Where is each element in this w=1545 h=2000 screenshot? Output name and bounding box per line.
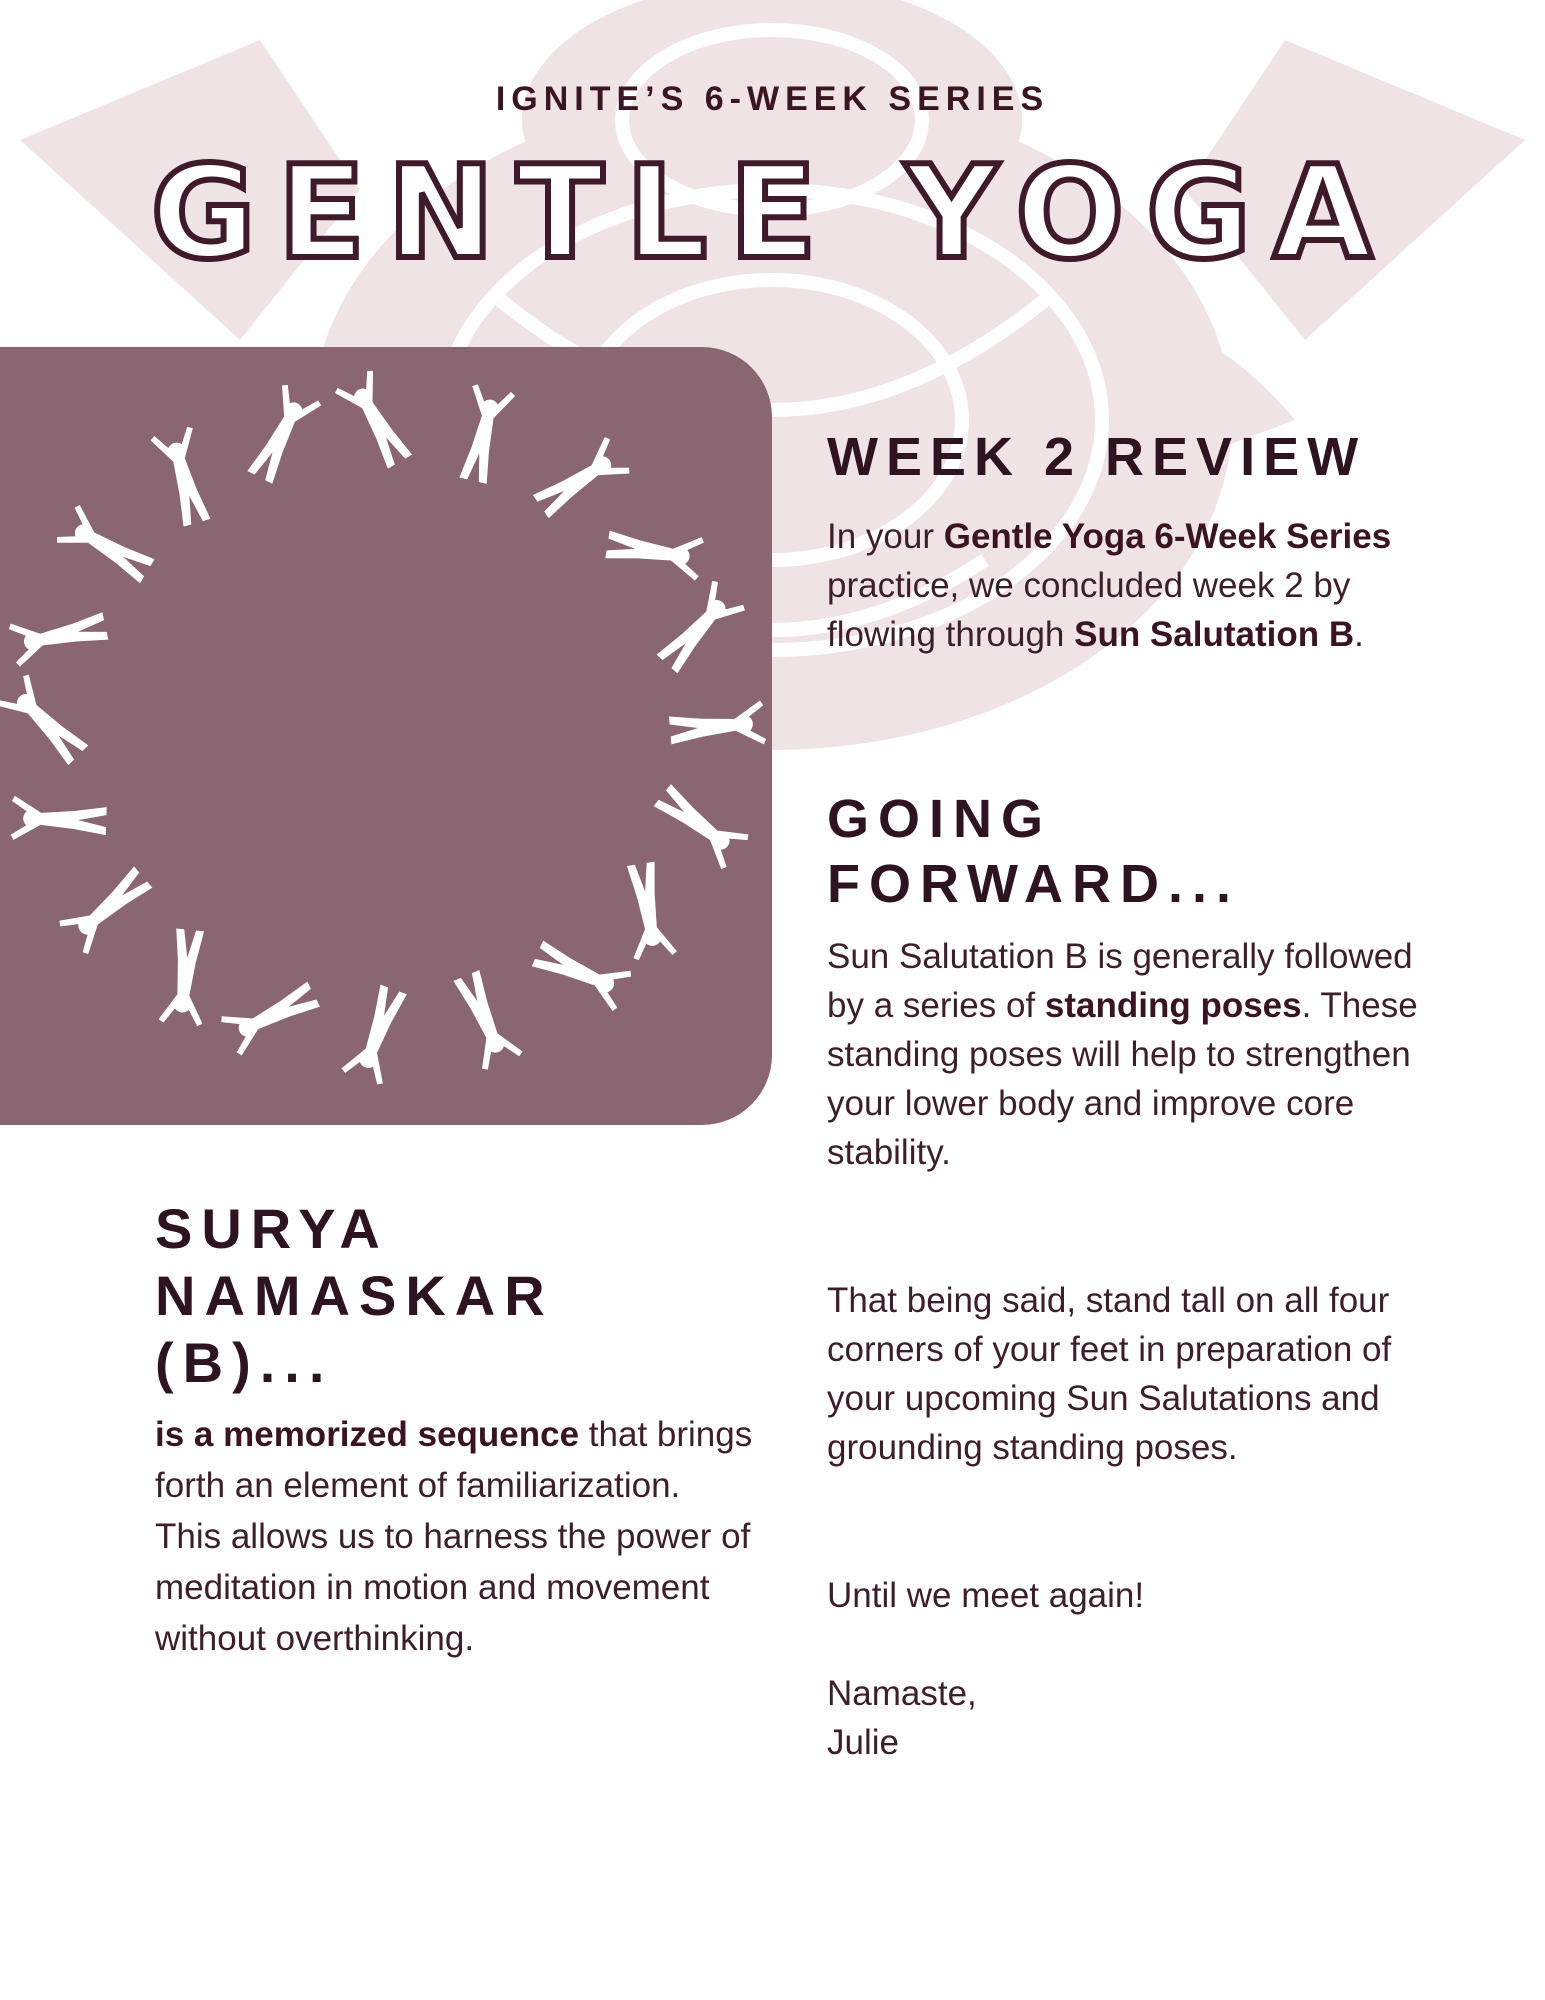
- yoga-pose-figure: [240, 383, 322, 488]
- week-review-heading: WEEK 2 REVIEW: [827, 427, 1367, 487]
- going-forward-heading: GOING FORWARD...: [827, 789, 1240, 914]
- series-eyebrow: IGNITE’S 6-WEEK SERIES: [495, 80, 1050, 118]
- yoga-pose-figure: [529, 435, 632, 525]
- yoga-pose-figure: [333, 368, 419, 472]
- yoga-pose-figure: [649, 778, 751, 871]
- page-title: GENTLE YOGA: [150, 139, 1395, 288]
- yoga-pose-figure: [10, 796, 106, 843]
- yoga-pose-figure: [529, 933, 634, 1012]
- yoga-pose-figure: [452, 383, 516, 485]
- sun-salutation-image: [0, 347, 772, 1125]
- yoga-pose-figure: [55, 504, 159, 591]
- yoga-pose-figure: [341, 982, 415, 1086]
- surya-namaskar-heading: SURYA NAMASKAR (B)...: [155, 1197, 554, 1395]
- yoga-pose-figure: [668, 700, 766, 752]
- yoga-pose-figure: [604, 523, 705, 581]
- yoga-pose-figure: [150, 425, 218, 528]
- yoga-pose-figure: [158, 928, 212, 1027]
- closing-line: Until we meet again!: [827, 1576, 1145, 1615]
- signoff-greeting: Namaste,: [827, 1674, 977, 1713]
- yoga-pose-figure: [8, 604, 110, 667]
- sun-salutation-circle: [0, 347, 772, 1125]
- yoga-pose-figure: [619, 860, 677, 961]
- yoga-pose-figure: [219, 975, 324, 1057]
- going-forward-text: Sun Salutation B is generally followed by a series of standing poses. These standing poses will help to strengthen your lower body and improve core stability.: [827, 937, 1418, 1172]
- surya-namaskar-text: is a memorized sequence that brings forth an element of familiarization. This allows us to harness the power of meditation in motion and movement without overthinking.: [155, 1415, 753, 1658]
- week-review-text: In your Gentle Yoga 6-Week Series practice, we concluded week 2 by flowing through Sun Salutation B.: [827, 517, 1392, 654]
- yoga-pose-figure: [0, 673, 94, 771]
- yoga-pose-figure: [651, 579, 747, 679]
- going-forward-text-2: That being said, stand tall on all four corners of your feet in preparation of your upcoming Sun Salutations and grounding standing poses.: [827, 1281, 1392, 1467]
- signature: Julie: [827, 1723, 899, 1762]
- signoff: [827, 1669, 1447, 1767]
- yoga-pose-figure: [57, 860, 158, 956]
- yoga-pose-figure: [446, 967, 524, 1072]
